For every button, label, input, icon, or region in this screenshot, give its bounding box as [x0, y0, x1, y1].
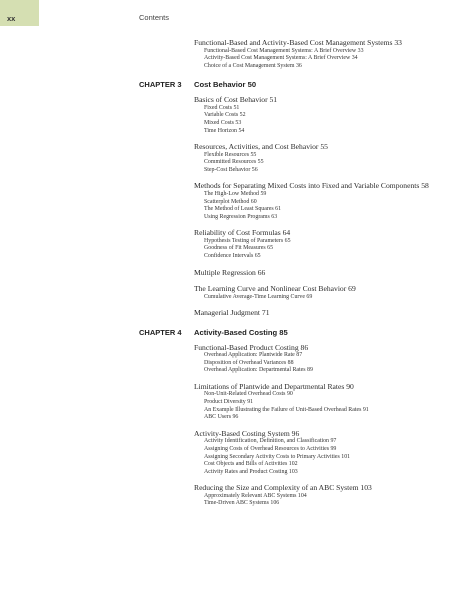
subsection-entry: Goodness of Fit Measures 65: [204, 245, 274, 252]
chapter-heading: [0, 325, 461, 343]
subsection-entry: ABC Users 96: [204, 414, 239, 421]
subsection-entry: The Method of Least Squares 61: [204, 206, 282, 213]
subsection-entry: Scatterplot Method 60: [204, 198, 257, 205]
section-title: Managerial Judgment 71: [194, 308, 270, 318]
toc-section: [194, 308, 434, 318]
subsection-entry: Overhead Application: Plantwide Rate 87: [204, 352, 303, 359]
subsection-entry: Mixed Costs 53: [204, 119, 242, 126]
subsection-entry: Using Regression Programs 63: [204, 213, 278, 220]
toc-section: [194, 429, 434, 476]
subsection-entry: An Example Illustrating the Failure of Unit-Based Overhead Rates 91: [204, 406, 369, 413]
toc-section: [194, 382, 434, 422]
page-corner-tab: [0, 0, 39, 26]
subsection-entry: Fixed Costs 51: [204, 104, 240, 111]
subsection-entry: The High-Low Method 59: [204, 190, 267, 197]
subsection-entry: Time-Driven ABC Systems 106: [204, 500, 280, 507]
toc-section: [194, 284, 434, 301]
subsection-entry: Disposition of Overhead Variances 88: [204, 359, 294, 366]
subsection-entry: Committed Resources 55: [204, 159, 264, 166]
toc-section: [194, 268, 434, 278]
table-of-contents: [0, 38, 461, 515]
section-title: Functional-Based Product Costing 86: [194, 342, 309, 352]
running-head: Contents: [139, 13, 170, 22]
subsection-entry: Variable Costs 52: [204, 112, 246, 119]
section-title: Reducing the Size and Complexity of an ABC System 103: [194, 483, 372, 493]
subsection-entry: Cost Objects and Bills of Activities 102: [204, 461, 298, 468]
subsection-entry: Step-Cost Behavior 56: [204, 166, 258, 173]
section-title: The Learning Curve and Nonlinear Cost Behavior 69: [194, 284, 356, 294]
subsection-entry: Assigning Secondary Activity Costs to Primary Activities 101: [204, 453, 351, 460]
chapter-block: [0, 77, 461, 317]
section-title: Multiple Regression 66: [194, 267, 266, 277]
toc-section: [194, 483, 434, 508]
toc-section: [194, 95, 434, 135]
subsection-entry: Flexible Resources 55: [204, 151, 257, 158]
subsection-entry: Overhead Application: Departmental Rates 89: [204, 367, 313, 374]
section-title: Reliability of Cost Formulas 64: [194, 228, 291, 238]
subsection-entry: Time Horizon 54: [204, 127, 245, 134]
subsection-entry: Activity-Based Cost Management Systems: A Brief Overview 34: [204, 55, 358, 62]
subsection-entry: Activity Identification, Definition, and Classification 97: [204, 438, 337, 445]
subsection-entry: Assigning Costs of Overhead Resources to Activities 99: [204, 445, 337, 452]
chapter-title: Cost Behavior 50: [194, 80, 257, 90]
toc-section: [194, 181, 434, 221]
subsection-entry: Hypothesis Testing of Parameters 65: [204, 237, 291, 244]
subsection-entry: Confidence Intervals 65: [204, 253, 261, 259]
page-number: xx: [7, 14, 16, 23]
toc-section: [194, 343, 434, 375]
subsection-entry: Product Diversity 91: [204, 399, 254, 406]
chapter-title: Activity-Based Costing 85: [194, 327, 288, 337]
section-title: Limitations of Plantwide and Departmental Rates 90: [194, 381, 354, 391]
toc-section: [194, 228, 434, 260]
subsection-entry: Activity Rates and Product Costing 103: [204, 468, 298, 475]
subsection-entry: Non-Unit-Related Overhead Costs 90: [204, 391, 293, 398]
chapter-heading: [0, 77, 461, 95]
subsection-entry: Choice of a Cost Management System 36: [204, 62, 302, 69]
section-title: Activity-Based Costing System 96: [194, 428, 300, 438]
section-title: Resources, Activities, and Cost Behavior 55: [194, 142, 328, 152]
chapter-label: CHAPTER 3: [139, 80, 182, 90]
subsection-entry: Cumulative Average-Time Learning Curve 69: [204, 293, 313, 300]
chapter-block: [0, 325, 461, 508]
section-title: Basics of Cost Behavior 51: [194, 95, 278, 105]
section-title: Functional-Based and Activity-Based Cost Management Systems 33: [194, 38, 402, 47]
section-title: Methods for Separating Mixed Costs into Fixed and Variable Components 58: [194, 181, 429, 191]
toc-section: [194, 38, 434, 70]
chapter-label: CHAPTER 4: [139, 327, 182, 337]
subsection-entry: Functional-Based Cost Management Systems: A Brief Overview 33: [204, 47, 364, 54]
toc-section: [194, 142, 434, 174]
subsection-entry: Approximately Relevant ABC Systems 104: [204, 492, 307, 499]
